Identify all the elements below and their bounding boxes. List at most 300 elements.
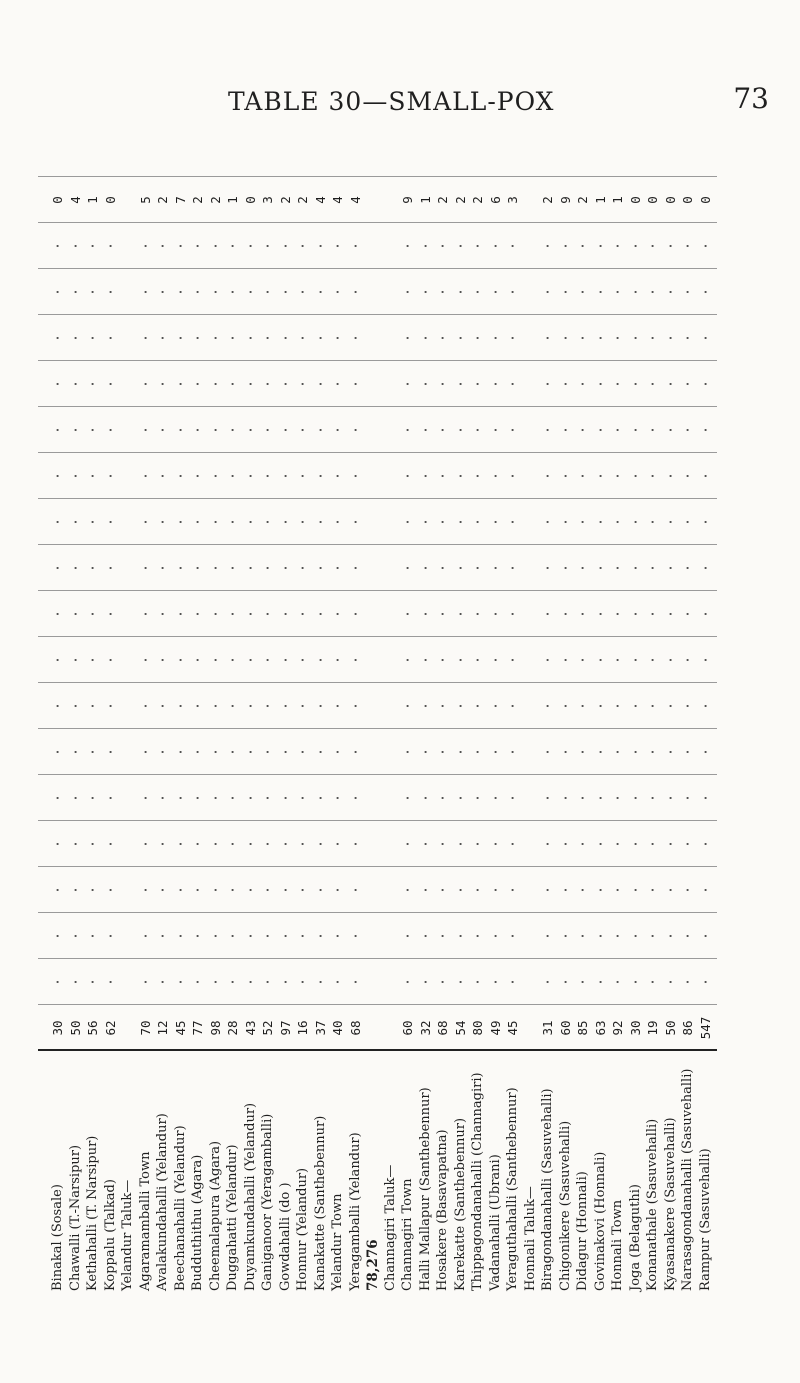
table-cell: · — [540, 748, 555, 756]
table-cell: · — [697, 702, 713, 710]
table-cell: · — [155, 702, 170, 710]
table-cell: · — [557, 472, 573, 480]
table-cell: · — [452, 564, 468, 572]
table-cell: · — [505, 978, 520, 986]
table-cell: 4 — [67, 196, 83, 204]
table-cell: · — [102, 886, 118, 894]
table-cell: · — [277, 334, 293, 342]
table-cell: · — [330, 288, 345, 296]
table-cell: · — [505, 886, 520, 894]
table-cell: · — [557, 702, 573, 710]
table-cell: · — [627, 518, 643, 526]
table-cell: · — [592, 748, 608, 756]
row-label: Channagiri Town — [400, 1178, 415, 1291]
table-cell: · — [225, 564, 240, 572]
table-title: TABLE 30—SMALL-POX — [228, 87, 555, 116]
table-cell: · — [137, 380, 153, 388]
table-cell: · — [627, 932, 643, 940]
table-cell: · — [575, 656, 590, 664]
table-cell: 19 — [645, 1020, 660, 1036]
table-cell: · — [85, 288, 100, 296]
table-cell: · — [330, 380, 345, 388]
table-cell: · — [137, 840, 153, 848]
table-cell: · — [330, 932, 345, 940]
row-label: Duyamkundahalli (Yelandur) — [242, 1102, 258, 1291]
table-cell: · — [680, 702, 695, 710]
table-cell: 70 — [137, 1020, 153, 1036]
table-cell: 43 — [242, 1020, 258, 1036]
table-cell: · — [487, 472, 503, 480]
table-cell: · — [540, 610, 555, 618]
table-cell: · — [417, 380, 433, 388]
row-label: Karekatte (Santhebennur) — [452, 1117, 468, 1291]
table-cell: · — [85, 472, 100, 480]
table-cell: 97 — [277, 1020, 293, 1036]
table-cell: · — [627, 288, 643, 296]
table-cell: · — [242, 748, 258, 756]
table-cell: 0 — [102, 196, 118, 204]
table-cell: · — [137, 564, 153, 572]
table-cell: · — [662, 656, 678, 664]
table-cell: · — [347, 242, 363, 250]
table-cell: · — [417, 472, 433, 480]
table-cell: · — [190, 748, 205, 756]
table-body — [38, 115, 718, 1295]
table-cell: · — [662, 748, 678, 756]
table-cell: · — [610, 380, 625, 388]
table-cell: · — [627, 472, 643, 480]
table-cell: · — [627, 426, 643, 434]
table-cell: · — [137, 426, 153, 434]
table-cell: · — [680, 334, 695, 342]
table-cell: · — [330, 472, 345, 480]
table-cell: · — [680, 610, 695, 618]
table-cell: · — [260, 288, 275, 296]
table-cell: 2 — [540, 196, 555, 204]
table-cell: · — [505, 840, 520, 848]
table-cell: · — [295, 380, 310, 388]
table-cell: · — [417, 656, 433, 664]
table-cell: 547 — [697, 1016, 713, 1040]
table-cell: · — [575, 334, 590, 342]
table-cell: · — [487, 656, 503, 664]
table-cell: · — [557, 518, 573, 526]
table-cell: 45 — [172, 1020, 188, 1036]
table-cell: · — [102, 380, 118, 388]
row-label: Channagiri Taluk— — [382, 1164, 398, 1291]
table-cell: · — [645, 932, 660, 940]
table-cell: · — [190, 610, 205, 618]
table-cell: · — [242, 564, 258, 572]
table-cell: · — [85, 242, 100, 250]
table-cell: · — [347, 518, 363, 526]
table-cell: · — [137, 978, 153, 986]
table-cell: · — [347, 794, 363, 802]
table-cell: · — [487, 426, 503, 434]
table-cell: · — [172, 380, 188, 388]
table-cell: · — [155, 380, 170, 388]
table-cell: 3 — [505, 196, 520, 204]
table-cell: · — [487, 518, 503, 526]
table-cell: · — [505, 702, 520, 710]
table-cell: · — [575, 840, 590, 848]
table-cell: · — [662, 426, 678, 434]
table-cell: 2 — [295, 196, 310, 204]
table-cell: · — [557, 794, 573, 802]
table-cell: · — [277, 518, 293, 526]
table-cell: · — [400, 748, 415, 756]
table-cell: · — [452, 380, 468, 388]
table-cell: · — [172, 748, 188, 756]
table-cell: · — [102, 518, 118, 526]
table-cell: · — [242, 426, 258, 434]
table-cell: · — [312, 334, 328, 342]
table-cell: · — [470, 702, 485, 710]
table-cell: · — [102, 472, 118, 480]
table-cell: · — [435, 702, 450, 710]
row-label: Thippagondanahalli (Channagiri) — [470, 1072, 485, 1291]
table-cell: · — [645, 840, 660, 848]
table-cell: · — [452, 518, 468, 526]
table-cell: · — [225, 334, 240, 342]
table-cell: · — [137, 334, 153, 342]
table-cell: · — [470, 932, 485, 940]
table-cell: · — [505, 932, 520, 940]
table-cell: · — [67, 380, 83, 388]
table-cell: · — [347, 380, 363, 388]
table-cell: · — [330, 518, 345, 526]
table-cell: · — [225, 794, 240, 802]
table-cell: · — [277, 748, 293, 756]
table-cell: · — [470, 610, 485, 618]
table-cell: 40 — [330, 1020, 345, 1036]
table-cell: · — [225, 702, 240, 710]
table-cell: · — [295, 472, 310, 480]
table-cell: · — [172, 426, 188, 434]
table-cell: · — [452, 472, 468, 480]
table-cell: 60 — [400, 1020, 415, 1036]
table-cell: · — [575, 932, 590, 940]
table-cell: · — [242, 794, 258, 802]
table-cell: · — [172, 472, 188, 480]
table-cell: 86 — [680, 1020, 695, 1036]
table-cell: · — [610, 334, 625, 342]
table-cell: · — [680, 656, 695, 664]
page-number: 73 — [733, 82, 769, 115]
table-cell: 2 — [155, 196, 170, 204]
table-cell: · — [680, 288, 695, 296]
table-cell: · — [610, 472, 625, 480]
table-cell: · — [85, 656, 100, 664]
table-cell: · — [67, 794, 83, 802]
table-cell: 28 — [225, 1020, 240, 1036]
table-cell: · — [85, 702, 100, 710]
row-label: Gowdahalli (do ) — [277, 1182, 293, 1291]
table-cell: · — [295, 748, 310, 756]
table-cell: · — [242, 518, 258, 526]
table-cell: · — [225, 380, 240, 388]
column-rule — [38, 682, 717, 683]
table-cell: · — [50, 564, 65, 572]
table-cell: · — [487, 564, 503, 572]
table-cell: · — [610, 564, 625, 572]
table-cell: · — [627, 242, 643, 250]
table-cell: · — [662, 978, 678, 986]
table-cell: 5 — [137, 196, 153, 204]
table-cell: · — [470, 656, 485, 664]
column-rule — [38, 866, 717, 867]
table-cell: · — [190, 518, 205, 526]
table-cell: 50 — [662, 1020, 678, 1036]
table-cell: · — [347, 288, 363, 296]
table-cell: · — [172, 610, 188, 618]
table-cell: · — [347, 840, 363, 848]
row-label: Konanathale (Sasuvehalli) — [645, 1118, 660, 1291]
table-cell: · — [347, 702, 363, 710]
column-rule — [38, 268, 717, 269]
table-cell: · — [50, 886, 65, 894]
row-label: Yelandur Taluk— — [120, 1179, 135, 1291]
table-cell: · — [505, 380, 520, 388]
table-cell: 52 — [260, 1020, 275, 1036]
table-cell: · — [50, 794, 65, 802]
table-cell: · — [225, 518, 240, 526]
table-cell: · — [295, 886, 310, 894]
table-cell: · — [312, 794, 328, 802]
rotated-table — [38, 115, 718, 1295]
table-cell: 0 — [627, 196, 643, 204]
table-cell: · — [50, 656, 65, 664]
table-cell: · — [50, 288, 65, 296]
table-cell: · — [487, 702, 503, 710]
table-cell: · — [312, 932, 328, 940]
table-cell: · — [137, 518, 153, 526]
table-cell: · — [505, 518, 520, 526]
column-rule — [38, 774, 717, 775]
table-cell: · — [435, 932, 450, 940]
table-cell: 9 — [557, 196, 573, 204]
table-cell: · — [680, 518, 695, 526]
table-cell: · — [330, 840, 345, 848]
row-label: Vadanahalli (Ubrani) — [487, 1154, 503, 1291]
table-cell: · — [295, 702, 310, 710]
table-cell: · — [645, 886, 660, 894]
table-cell: · — [417, 932, 433, 940]
table-cell: · — [452, 794, 468, 802]
table-cell: · — [172, 288, 188, 296]
table-cell: · — [680, 932, 695, 940]
table-cell: · — [417, 610, 433, 618]
table-cell: · — [172, 932, 188, 940]
table-cell: · — [645, 426, 660, 434]
table-cell: · — [435, 656, 450, 664]
table-cell: · — [505, 426, 520, 434]
table-cell: · — [155, 932, 170, 940]
table-cell: · — [452, 886, 468, 894]
table-cell: · — [102, 932, 118, 940]
table-cell: · — [155, 334, 170, 342]
column-rule — [38, 498, 717, 499]
table-cell: 1 — [592, 196, 608, 204]
row-label: Joga (Belaguthi) — [627, 1184, 643, 1291]
table-cell: 77 — [190, 1020, 205, 1036]
table-cell: · — [137, 748, 153, 756]
table-cell: · — [680, 794, 695, 802]
table-cell: · — [435, 794, 450, 802]
table-cell: 0 — [645, 196, 660, 204]
table-cell: · — [155, 564, 170, 572]
table-cell: · — [137, 794, 153, 802]
table-cell: · — [190, 656, 205, 664]
table-cell: · — [260, 794, 275, 802]
table-cell: · — [610, 932, 625, 940]
table-cell: · — [102, 794, 118, 802]
table-cell: · — [627, 334, 643, 342]
table-cell: · — [417, 794, 433, 802]
table-cell: · — [207, 610, 223, 618]
table-cell: · — [207, 656, 223, 664]
table-cell: · — [85, 840, 100, 848]
table-cell: · — [610, 288, 625, 296]
table-cell: · — [347, 656, 363, 664]
table-cell: · — [225, 426, 240, 434]
table-cell: · — [85, 610, 100, 618]
table-cell: · — [680, 472, 695, 480]
table-cell: · — [102, 334, 118, 342]
table-cell: · — [470, 472, 485, 480]
row-label: Kethahalli (T. Narsipur) — [85, 1135, 100, 1291]
table-cell: · — [225, 242, 240, 250]
table-cell: 0 — [50, 196, 65, 204]
table-cell: · — [540, 426, 555, 434]
table-cell: 85 — [575, 1020, 590, 1036]
table-cell: · — [452, 334, 468, 342]
table-cell: · — [50, 610, 65, 618]
table-cell: · — [417, 748, 433, 756]
table-cell: · — [400, 656, 415, 664]
table-cell: · — [50, 518, 65, 526]
table-cell: · — [67, 242, 83, 250]
table-cell: 2 — [435, 196, 450, 204]
column-rule — [38, 1004, 717, 1005]
table-cell: · — [50, 472, 65, 480]
table-cell: 0 — [242, 196, 258, 204]
table-cell: · — [207, 840, 223, 848]
table-cell: · — [85, 426, 100, 434]
table-cell: · — [662, 840, 678, 848]
column-rule — [38, 636, 717, 637]
table-cell: · — [452, 426, 468, 434]
table-cell: · — [102, 702, 118, 710]
table-cell: · — [155, 840, 170, 848]
table-cell: 2 — [575, 196, 590, 204]
table-cell: · — [330, 748, 345, 756]
table-cell: · — [645, 656, 660, 664]
table-cell: · — [190, 380, 205, 388]
table-cell: · — [645, 334, 660, 342]
table-cell: · — [487, 288, 503, 296]
table-cell: · — [592, 702, 608, 710]
table-cell: · — [50, 978, 65, 986]
table-cell: · — [85, 380, 100, 388]
table-cell: · — [295, 426, 310, 434]
table-cell: · — [470, 978, 485, 986]
table-cell: · — [575, 472, 590, 480]
table-cell: · — [190, 564, 205, 572]
row-label: Honnali Town — [610, 1199, 625, 1291]
row-label: Avalakundahalli (Yelandur) — [155, 1113, 170, 1291]
table-cell: · — [155, 794, 170, 802]
table-cell: · — [312, 978, 328, 986]
table-cell: · — [627, 380, 643, 388]
table-cell: · — [435, 518, 450, 526]
table-cell: · — [557, 242, 573, 250]
table-cell: · — [155, 288, 170, 296]
table-cell: · — [400, 840, 415, 848]
table-cell: · — [330, 564, 345, 572]
table-cell: · — [610, 794, 625, 802]
table-cell: · — [557, 932, 573, 940]
table-cell: · — [470, 794, 485, 802]
table-cell: · — [190, 702, 205, 710]
table-cell: · — [592, 794, 608, 802]
row-label: Honnali Taluk— — [522, 1186, 538, 1291]
table-cell: · — [347, 610, 363, 618]
table-cell: · — [330, 656, 345, 664]
table-cell: · — [557, 886, 573, 894]
table-cell: · — [540, 564, 555, 572]
table-cell: · — [592, 242, 608, 250]
table-cell: · — [697, 426, 713, 434]
table-cell: · — [470, 518, 485, 526]
table-cell: · — [575, 610, 590, 618]
table-cell: · — [102, 564, 118, 572]
table-cell: · — [102, 656, 118, 664]
table-cell: 54 — [452, 1020, 468, 1036]
table-cell: · — [697, 564, 713, 572]
row-label: Budduthithu (Agara) — [190, 1154, 205, 1291]
table-cell: · — [645, 748, 660, 756]
column-rule — [38, 314, 717, 315]
table-row — [694, 115, 718, 1295]
table-cell: · — [67, 518, 83, 526]
table-cell: · — [435, 426, 450, 434]
table-cell: · — [347, 748, 363, 756]
table-cell: · — [190, 334, 205, 342]
table-cell: · — [347, 426, 363, 434]
table-cell: · — [312, 380, 328, 388]
table-cell: · — [155, 242, 170, 250]
table-cell: · — [680, 564, 695, 572]
table-cell: · — [575, 794, 590, 802]
table-cell: · — [102, 288, 118, 296]
table-cell: · — [137, 932, 153, 940]
table-cell: · — [260, 472, 275, 480]
table-cell: · — [435, 380, 450, 388]
table-cell: 2 — [277, 196, 293, 204]
table-cell: · — [662, 932, 678, 940]
table-cell: · — [260, 886, 275, 894]
row-label: Beechanahalli (Yelandur) — [172, 1125, 188, 1291]
table-cell: · — [137, 702, 153, 710]
table-cell: · — [680, 840, 695, 848]
table-cell: · — [207, 748, 223, 756]
table-cell: · — [400, 288, 415, 296]
table-cell: · — [400, 380, 415, 388]
table-cell: 62 — [102, 1020, 118, 1036]
column-rule — [38, 590, 717, 591]
table-cell: · — [592, 886, 608, 894]
